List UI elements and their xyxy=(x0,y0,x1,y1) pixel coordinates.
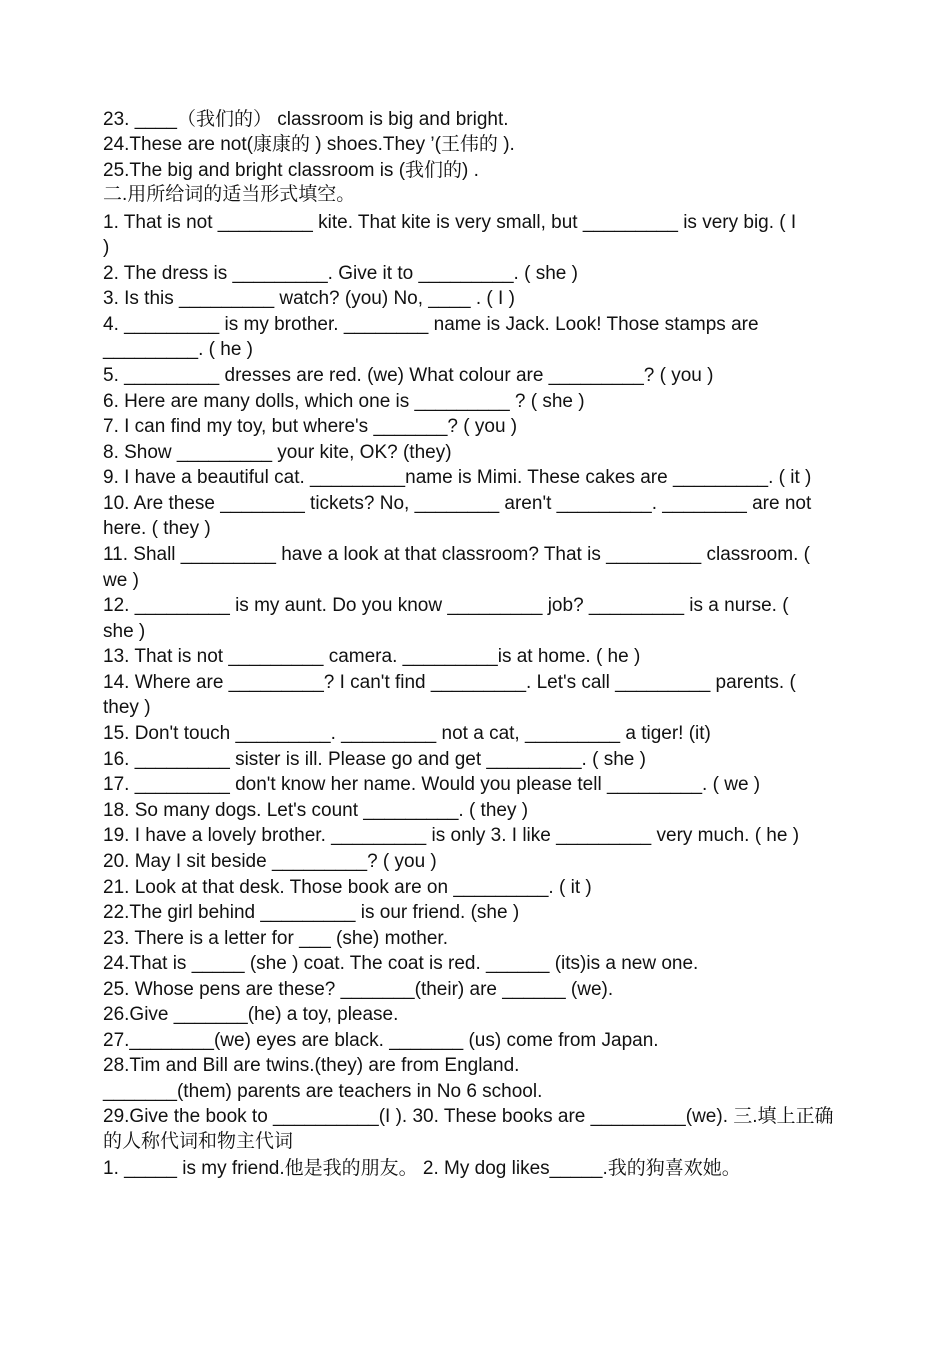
exercise-line: 29.Give the book to __________(I ). 30. These books are _________(we). 三.填上正确 xyxy=(103,1106,834,1127)
exercise-line: 20. May I sit beside _________? ( you ) xyxy=(103,851,437,872)
exercise-line: 6. Here are many dolls, which one is _________ ? ( she ) xyxy=(103,391,585,412)
exercise-line: 21. Look at that desk. Those book are on _________. ( it ) xyxy=(103,877,592,898)
exercise-line: 15. Don't touch _________. _________ not a cat, _________ a tiger! (it) xyxy=(103,723,711,744)
exercise-line: here. ( they ) xyxy=(103,518,211,539)
section-heading: 二.用所给词的适当形式填空。 xyxy=(103,184,356,205)
exercise-line: 2. The dress is _________. Give it to _________. ( she ) xyxy=(103,263,578,284)
exercise-line: 10. Are these ________ tickets? No, ________ aren't _________. ________ are not xyxy=(103,493,812,514)
exercise-line: 9. I have a beautiful cat. _________name is Mimi. These cakes are _________. ( it ) xyxy=(103,467,812,488)
exercise-line: 23. ____（我们的） classroom is big and bright. xyxy=(103,109,509,130)
exercise-line: 26.Give _______(he) a toy, please. xyxy=(103,1004,399,1025)
exercise-line: 13. That is not _________ camera. _________is at home. ( he ) xyxy=(103,646,641,667)
exercise-line: 14. Where are _________? I can't find _________. Let's call _________ parents. ( xyxy=(103,672,796,693)
exercise-line: she ) xyxy=(103,621,146,642)
exercise-line: 7. I can find my toy, but where's _______? ( you ) xyxy=(103,416,518,437)
exercise-line: 12. _________ is my aunt. Do you know _________ job? _________ is a nurse. ( xyxy=(103,595,789,616)
exercise-line: 25. Whose pens are these? _______(their) are ______ (we). xyxy=(103,979,614,1000)
exercise-line: _______(them) parents are teachers in No 6 school. xyxy=(103,1081,543,1102)
exercise-line: they ) xyxy=(103,697,151,718)
exercise-line: 1. _____ is my friend.他是我的朋友。 2. My dog likes_____.我的狗喜欢她。 xyxy=(103,1158,741,1179)
exercise-line: 27.________(we) eyes are black. _______ (us) come from Japan. xyxy=(103,1030,659,1051)
exercise-line: we ) xyxy=(103,570,139,591)
exercise-line: 5. _________ dresses are red. (we) What colour are _________? ( you ) xyxy=(103,365,714,386)
exercise-line: 28.Tim and Bill are twins.(they) are from England. xyxy=(103,1055,520,1076)
exercise-line: 4. _________ is my brother. ________ name is Jack. Look! Those stamps are xyxy=(103,314,759,335)
exercise-line: 23. There is a letter for ___ (she) mother. xyxy=(103,928,448,949)
exercise-line: 3. Is this _________ watch? (you) No, ____ . ( I ) xyxy=(103,288,515,309)
exercise-line: 18. So many dogs. Let's count _________. ( they ) xyxy=(103,800,529,821)
exercise-line: 1. That is not _________ kite. That kite is very small, but _________ is very big. ( I xyxy=(103,212,797,233)
exercise-line: 16. _________ sister is ill. Please go and get _________. ( she ) xyxy=(103,749,646,770)
exercise-line: _________. ( he ) xyxy=(103,339,254,360)
exercise-line: 11. Shall _________ have a look at that classroom? That is _________ classroom. ( xyxy=(103,544,810,565)
exercise-line: 24.That is _____ (she ) coat. The coat is red. ______ (its)is a new one. xyxy=(103,953,699,974)
exercise-line: 8. Show _________ your kite, OK? (they) xyxy=(103,442,452,463)
section-heading: 的人称代词和物主代词 xyxy=(103,1131,294,1152)
exercise-line: ) xyxy=(103,237,110,258)
exercise-line: 19. I have a lovely brother. _________ is only 3. I like _________ very much. ( he ) xyxy=(103,825,800,846)
exercise-line: 25.The big and bright classroom is (我们的) . xyxy=(103,160,479,181)
exercise-line: 22.The girl behind _________ is our friend. (she ) xyxy=(103,902,520,923)
exercise-line: 17. _________ don't know her name. Would you please tell _________. ( we ) xyxy=(103,774,761,795)
exercise-line: 24.These are not(康康的 ) shoes.They ’(王伟的 ). xyxy=(103,134,515,155)
